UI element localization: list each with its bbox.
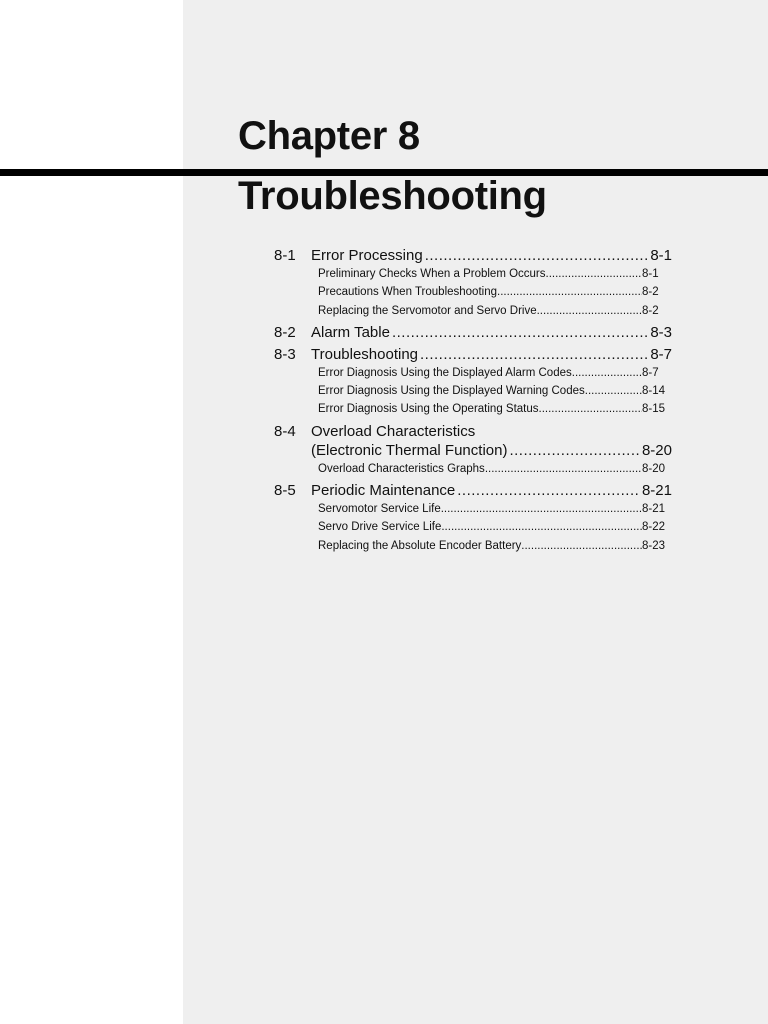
section-number: 8-4 — [274, 422, 296, 440]
subsection-title: Precautions When Troubleshooting — [318, 286, 497, 299]
leader-dots — [539, 400, 642, 418]
subsection-page: 8-7 — [642, 366, 659, 379]
toc-subsection[interactable] — [274, 364, 672, 382]
section-number: 8-2 — [274, 323, 296, 341]
subsection-page: 8-1 — [642, 268, 659, 280]
toc-section-8-1[interactable] — [274, 246, 672, 265]
leader-dots — [441, 518, 642, 536]
leader-dots — [521, 537, 642, 555]
subsection-page: 8-15 — [642, 403, 666, 416]
chapter-label: Chapter 8 — [238, 114, 420, 158]
toc-subsection[interactable] — [274, 500, 672, 518]
subsection-page: 8-21 — [642, 503, 666, 516]
toc-subsection[interactable] — [274, 537, 672, 555]
subsection-title: Error Diagnosis Using the Displayed Warning Codes — [318, 385, 585, 398]
section-number: 8-5 — [274, 482, 296, 500]
leader-dots — [392, 323, 648, 342]
section-page: 8-7 — [650, 345, 672, 363]
toc-section-8-4[interactable] — [274, 422, 672, 460]
toc-subsection[interactable] — [274, 400, 672, 418]
left-margin — [0, 0, 183, 1024]
subsection-title: Preliminary Checks When a Problem Occurs — [318, 268, 546, 280]
toc-subsection[interactable] — [274, 283, 672, 301]
subsection-page: 8-22 — [642, 521, 666, 534]
subsection-page: 8-14 — [642, 385, 666, 398]
subsection-page: 8-2 — [642, 286, 659, 299]
toc-subsection[interactable] — [274, 518, 672, 536]
subsection-title: Servomotor Service Life — [318, 503, 441, 516]
subsection-page: 8-2 — [642, 304, 659, 317]
subsection-title: Replacing the Absolute Encoder Battery — [318, 539, 522, 552]
leader-dots — [509, 441, 640, 460]
leader-dots — [441, 500, 642, 518]
leader-dots — [420, 345, 648, 364]
subsection-title: Error Diagnosis Using the Operating Status — [318, 403, 539, 416]
subsection-title: Servo Drive Service Life — [318, 521, 442, 534]
toc-section-8-2[interactable] — [274, 323, 672, 342]
subsection-title: Overload Characteristics Graphs — [318, 462, 485, 475]
toc-subsection[interactable] — [274, 460, 672, 478]
section-title: Error Processing — [311, 247, 423, 264]
subsection-title: Replacing the Servomotor and Servo Drive — [318, 304, 537, 317]
leader-dots — [457, 481, 640, 500]
table-of-contents — [274, 246, 672, 555]
toc-subsection[interactable] — [274, 265, 672, 283]
section-title: Alarm Table — [311, 323, 390, 341]
toc-subsection[interactable] — [274, 382, 672, 400]
section-page: 8-3 — [650, 323, 672, 341]
leader-dots — [546, 265, 642, 283]
section-page: 8-20 — [641, 441, 672, 459]
subsection-title: Error Diagnosis Using the Displayed Alarm Codes — [318, 366, 572, 379]
section-title: Troubleshooting — [311, 345, 419, 363]
leader-dots — [585, 382, 642, 400]
section-page: 8-21 — [641, 482, 672, 500]
section-title-line1: Overload Characteristics — [311, 422, 476, 440]
toc-section-8-5[interactable] — [274, 481, 672, 500]
toc-section-8-3[interactable] — [274, 345, 672, 364]
section-title: Periodic Maintenance — [311, 482, 456, 500]
section-number: 8-1 — [274, 247, 296, 264]
leader-dots — [572, 364, 642, 382]
subsection-page: 8-23 — [642, 539, 666, 552]
leader-dots — [537, 302, 642, 320]
leader-dots — [485, 460, 642, 478]
section-title-line2: (Electronic Thermal Function) — [311, 441, 508, 459]
leader-dots — [497, 283, 642, 301]
toc-subsection[interactable] — [274, 302, 672, 320]
chapter-title: Troubleshooting — [238, 174, 547, 218]
leader-dots — [425, 246, 649, 265]
section-number: 8-3 — [274, 345, 296, 363]
section-page: 8-1 — [650, 247, 672, 264]
subsection-page: 8-20 — [642, 462, 666, 475]
